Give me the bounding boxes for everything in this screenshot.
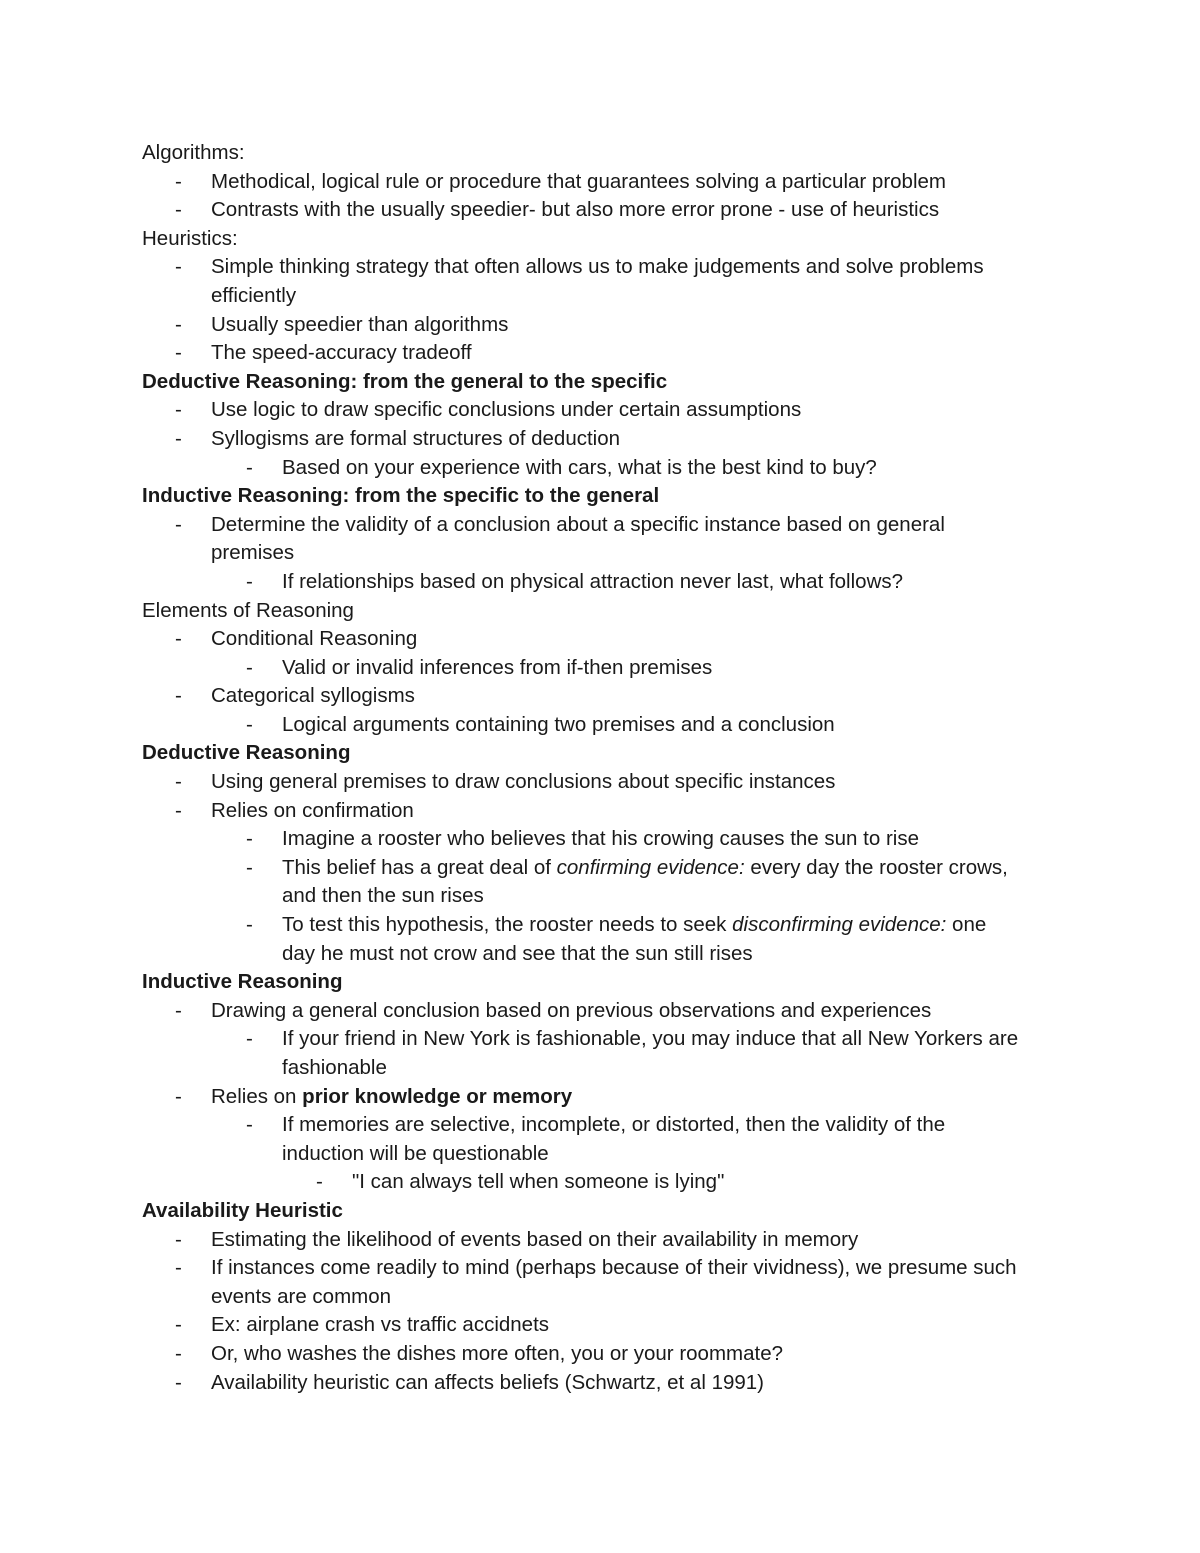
bullet-item <box>142 568 1082 597</box>
italic-phrase: disconfirming evidence: <box>732 913 947 937</box>
bullet-dash: - <box>246 1027 253 1051</box>
bullet-text: Or, who washes the dishes more often, you or your roommate? <box>211 1341 783 1365</box>
bullet-dash: - <box>175 341 182 365</box>
bullet-dash: - <box>175 1256 182 1280</box>
bullet-item <box>142 425 1082 454</box>
heading-text: Inductive Reasoning <box>142 970 343 994</box>
bullet-item <box>142 797 1082 826</box>
heading-text: Elements of Reasoning <box>142 598 354 622</box>
bullet-text: Methodical, logical rule or procedure that guarantees solving a particular problem <box>211 169 946 193</box>
bullet-dash: - <box>175 1341 182 1365</box>
bullet-item <box>142 1083 1082 1112</box>
bullet-item <box>142 625 1082 654</box>
heading-text: Inductive Reasoning: from the specific to the general <box>142 484 660 508</box>
heading-text: Heuristics: <box>142 226 238 250</box>
bullet-text: Contrasts with the usually speedier- but also more error prone - use of heuristics <box>211 198 940 222</box>
bullet-text <box>282 854 1008 883</box>
bullet-text: Based on your experience with cars, what is the best kind to buy? <box>282 455 877 479</box>
bullet-continuation <box>142 539 1082 568</box>
bullet-text: Categorical syllogisms <box>211 684 415 708</box>
bullet-text: Availability heuristic can affects beliefs (Schwartz, et al 1991) <box>211 1370 765 1394</box>
bullet-item <box>142 396 1082 425</box>
bullet-dash: - <box>175 1227 182 1251</box>
bullet-dash: - <box>175 998 182 1022</box>
bullet-dash: - <box>175 1370 182 1394</box>
bullet-text: If memories are selective, incomplete, or distorted, then the validity of the <box>282 1113 946 1137</box>
bullet-dash: - <box>246 855 253 879</box>
bullet-text: premises <box>211 541 295 565</box>
bullet-item <box>142 1226 1082 1255</box>
bullet-item <box>142 911 1082 940</box>
bullet-item <box>142 768 1082 797</box>
bullet-text: The speed-accuracy tradeoff <box>211 341 472 365</box>
section-heading <box>142 1197 1082 1226</box>
bullet-dash: - <box>246 455 253 479</box>
bullet-dash: - <box>175 512 182 536</box>
bullet-text: induction will be questionable <box>282 1141 549 1165</box>
bullet-dash: - <box>175 1084 182 1108</box>
bullet-item <box>142 1025 1082 1054</box>
bullet-continuation <box>142 1283 1082 1312</box>
bullet-dash: - <box>246 712 253 736</box>
bold-phrase: prior knowledge or memory <box>302 1084 573 1108</box>
bullet-dash: - <box>175 255 182 279</box>
section-heading <box>142 368 1082 397</box>
bullet-text: events are common <box>211 1284 392 1308</box>
heading-text: Availability Heuristic <box>142 1198 343 1222</box>
heading-text: Deductive Reasoning: from the general to the specific <box>142 369 668 393</box>
bullet-dash: - <box>316 1170 323 1194</box>
bullet-item <box>142 997 1082 1026</box>
text-run: every day the rooster crows, <box>744 855 1008 879</box>
bullet-item <box>142 1369 1082 1398</box>
bullet-text: Using general premises to draw conclusions about specific instances <box>211 770 836 794</box>
bullet-text: Ex: airplane crash vs traffic accidnets <box>211 1313 550 1337</box>
bullet-item <box>142 1254 1082 1283</box>
bullet-dash: - <box>175 798 182 822</box>
bullet-text: Estimating the likelihood of events based on their availability in memory <box>211 1227 859 1251</box>
bullet-item <box>142 711 1082 740</box>
bullet-item <box>142 1340 1082 1369</box>
bullet-text: Determine the validity of a conclusion about a specific instance based on general <box>211 512 945 536</box>
section-heading <box>142 968 1082 997</box>
text-run: To test this hypothesis, the rooster needs to seek <box>282 913 733 937</box>
bullet-text: If instances come readily to mind (perhaps because of their vividness), we presume such <box>211 1256 1017 1280</box>
bullet-item <box>142 511 1082 540</box>
section-heading <box>142 482 1082 511</box>
bullet-text: Drawing a general conclusion based on previous observations and experiences <box>211 998 932 1022</box>
bullet-item <box>142 1168 1082 1197</box>
bullet-text <box>211 1083 572 1112</box>
bullet-item <box>142 825 1082 854</box>
bullet-dash: - <box>246 655 253 679</box>
bullet-dash: - <box>175 398 182 422</box>
bullet-continuation <box>142 282 1082 311</box>
text-run: This belief has a great deal of <box>282 855 557 879</box>
bullet-dash: - <box>246 1113 253 1137</box>
bullet-item <box>142 311 1082 340</box>
bullet-continuation <box>142 1140 1082 1169</box>
bullet-item <box>142 168 1082 197</box>
bullet-continuation <box>142 940 1082 969</box>
bullet-item <box>142 654 1082 683</box>
bullet-dash: - <box>175 770 182 794</box>
bullet-dash: - <box>175 312 182 336</box>
bullet-item <box>142 1111 1082 1140</box>
bullet-item <box>142 196 1082 225</box>
bullet-text: Logical arguments containing two premises and a conclusion <box>282 712 835 736</box>
bullet-item <box>142 454 1082 483</box>
section-label <box>142 597 1082 626</box>
bullet-text: Syllogisms are formal structures of deduction <box>211 426 621 450</box>
bullet-dash: - <box>175 1313 182 1337</box>
bullet-dash: - <box>175 627 182 651</box>
italic-phrase: confirming evidence: <box>556 855 745 879</box>
bullet-text: day he must not crow and see that the sun still rises <box>282 941 753 965</box>
section-label <box>142 225 1082 254</box>
bullet-text: If relationships based on physical attraction never last, what follows? <box>282 569 904 593</box>
bullet-text: If your friend in New York is fashionable, you may induce that all New Yorkers are <box>282 1027 1019 1051</box>
bullet-text: efficiently <box>211 283 297 307</box>
bullet-continuation <box>142 882 1082 911</box>
section-label <box>142 139 1082 168</box>
bullet-text: Valid or invalid inferences from if-then premises <box>282 655 713 679</box>
bullet-item <box>142 682 1082 711</box>
bullet-text: "I can always tell when someone is lying" <box>352 1170 725 1194</box>
bullet-dash: - <box>175 426 182 450</box>
bullet-dash: - <box>175 169 182 193</box>
bullet-item <box>142 339 1082 368</box>
bullet-text: Usually speedier than algorithms <box>211 312 509 336</box>
section-heading <box>142 739 1082 768</box>
bullet-text <box>282 911 986 940</box>
bullet-dash: - <box>175 198 182 222</box>
heading-text: Deductive Reasoning <box>142 741 351 765</box>
bullet-item <box>142 854 1082 883</box>
bullet-text: Use logic to draw specific conclusions under certain assumptions <box>211 398 802 422</box>
text-run: Relies on <box>211 1084 303 1108</box>
bullet-text: and then the sun rises <box>282 884 484 908</box>
bullet-text: Simple thinking strategy that often allows us to make judgements and solve problems <box>211 255 984 279</box>
bullet-item <box>142 253 1082 282</box>
bullet-text: Conditional Reasoning <box>211 627 418 651</box>
bullet-text: fashionable <box>282 1056 387 1079</box>
bullet-text: Imagine a rooster who believes that his crowing causes the sun to rise <box>282 827 919 851</box>
document-page <box>142 139 1082 1397</box>
bullet-item <box>142 1311 1082 1340</box>
bullet-text: Relies on confirmation <box>211 798 414 822</box>
bullet-dash: - <box>246 913 253 937</box>
bullet-dash: - <box>246 827 253 851</box>
bullet-dash: - <box>175 684 182 708</box>
text-run: one <box>946 913 987 937</box>
heading-text: Algorithms: <box>142 141 245 164</box>
bullet-continuation <box>142 1054 1082 1083</box>
bullet-dash: - <box>246 569 253 593</box>
